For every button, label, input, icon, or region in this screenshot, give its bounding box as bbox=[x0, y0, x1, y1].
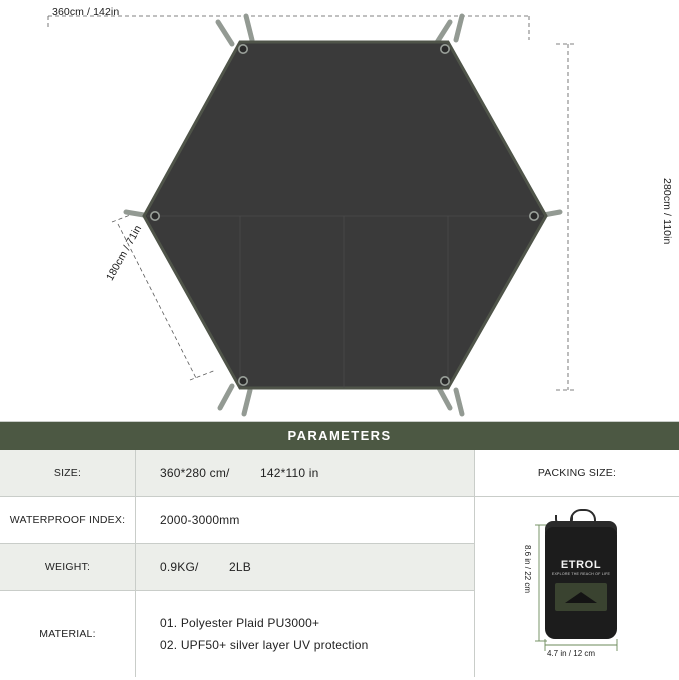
weight-separator: / bbox=[195, 559, 199, 574]
table-row-material bbox=[0, 591, 474, 677]
waterproof-value: 2000-3000mm bbox=[160, 512, 240, 527]
packing-size-label: PACKING SIZE: bbox=[475, 450, 679, 497]
row-label-material: MATERIAL: bbox=[0, 591, 136, 677]
packing-width-label: 4.7 in / 12 cm bbox=[547, 649, 596, 658]
row-label-waterproof: WATERPROOF INDEX: bbox=[0, 497, 136, 543]
bag-illustration-wrap bbox=[521, 507, 641, 667]
packing-height-label: 8.6 in / 22 cm bbox=[523, 545, 532, 594]
dimension-label-top: 360cm / 142in bbox=[52, 6, 120, 18]
row-value-weight bbox=[136, 544, 474, 590]
dimension-label-left-edge: 180cm / 71in bbox=[104, 223, 145, 283]
table-row-size bbox=[0, 450, 474, 497]
dimension-label-right: 280cm / 110in bbox=[661, 178, 673, 245]
parameters-table-left bbox=[0, 450, 475, 677]
parameters-section bbox=[0, 421, 679, 677]
row-value-size bbox=[136, 450, 474, 496]
bag-graphic-tent-icon bbox=[555, 583, 607, 611]
material-line-2: 02. UPF50+ silver layer UV protection bbox=[160, 638, 369, 652]
parameters-header: PARAMETERS bbox=[0, 422, 679, 450]
bag-brand-text: ETROL bbox=[560, 559, 602, 571]
weight-metric: 0.9KG bbox=[160, 559, 196, 574]
weight-imperial: 2LB bbox=[229, 559, 251, 574]
size-imperial: 142*110 in bbox=[260, 465, 319, 480]
tarp-body bbox=[144, 42, 546, 388]
table-row-weight bbox=[0, 544, 474, 591]
material-line-1: 01. Polyester Plaid PU3000+ bbox=[160, 615, 320, 630]
size-metric: 360*280 cm bbox=[160, 465, 227, 480]
parameters-table-right bbox=[475, 450, 679, 677]
table-row-waterproof bbox=[0, 497, 474, 544]
row-value-waterproof bbox=[136, 497, 474, 543]
row-value-material bbox=[136, 591, 474, 677]
size-separator: / bbox=[226, 465, 230, 480]
bag-label bbox=[551, 559, 611, 576]
row-label-weight: WEIGHT: bbox=[0, 544, 136, 590]
row-label-size: SIZE: bbox=[0, 450, 136, 496]
bag-tagline-text: EXPLORE THE REACH OF LIFE bbox=[551, 572, 611, 576]
packing-size-illustration bbox=[475, 497, 679, 675]
dimension-guide-right bbox=[556, 44, 574, 390]
parameters-table bbox=[0, 450, 679, 677]
